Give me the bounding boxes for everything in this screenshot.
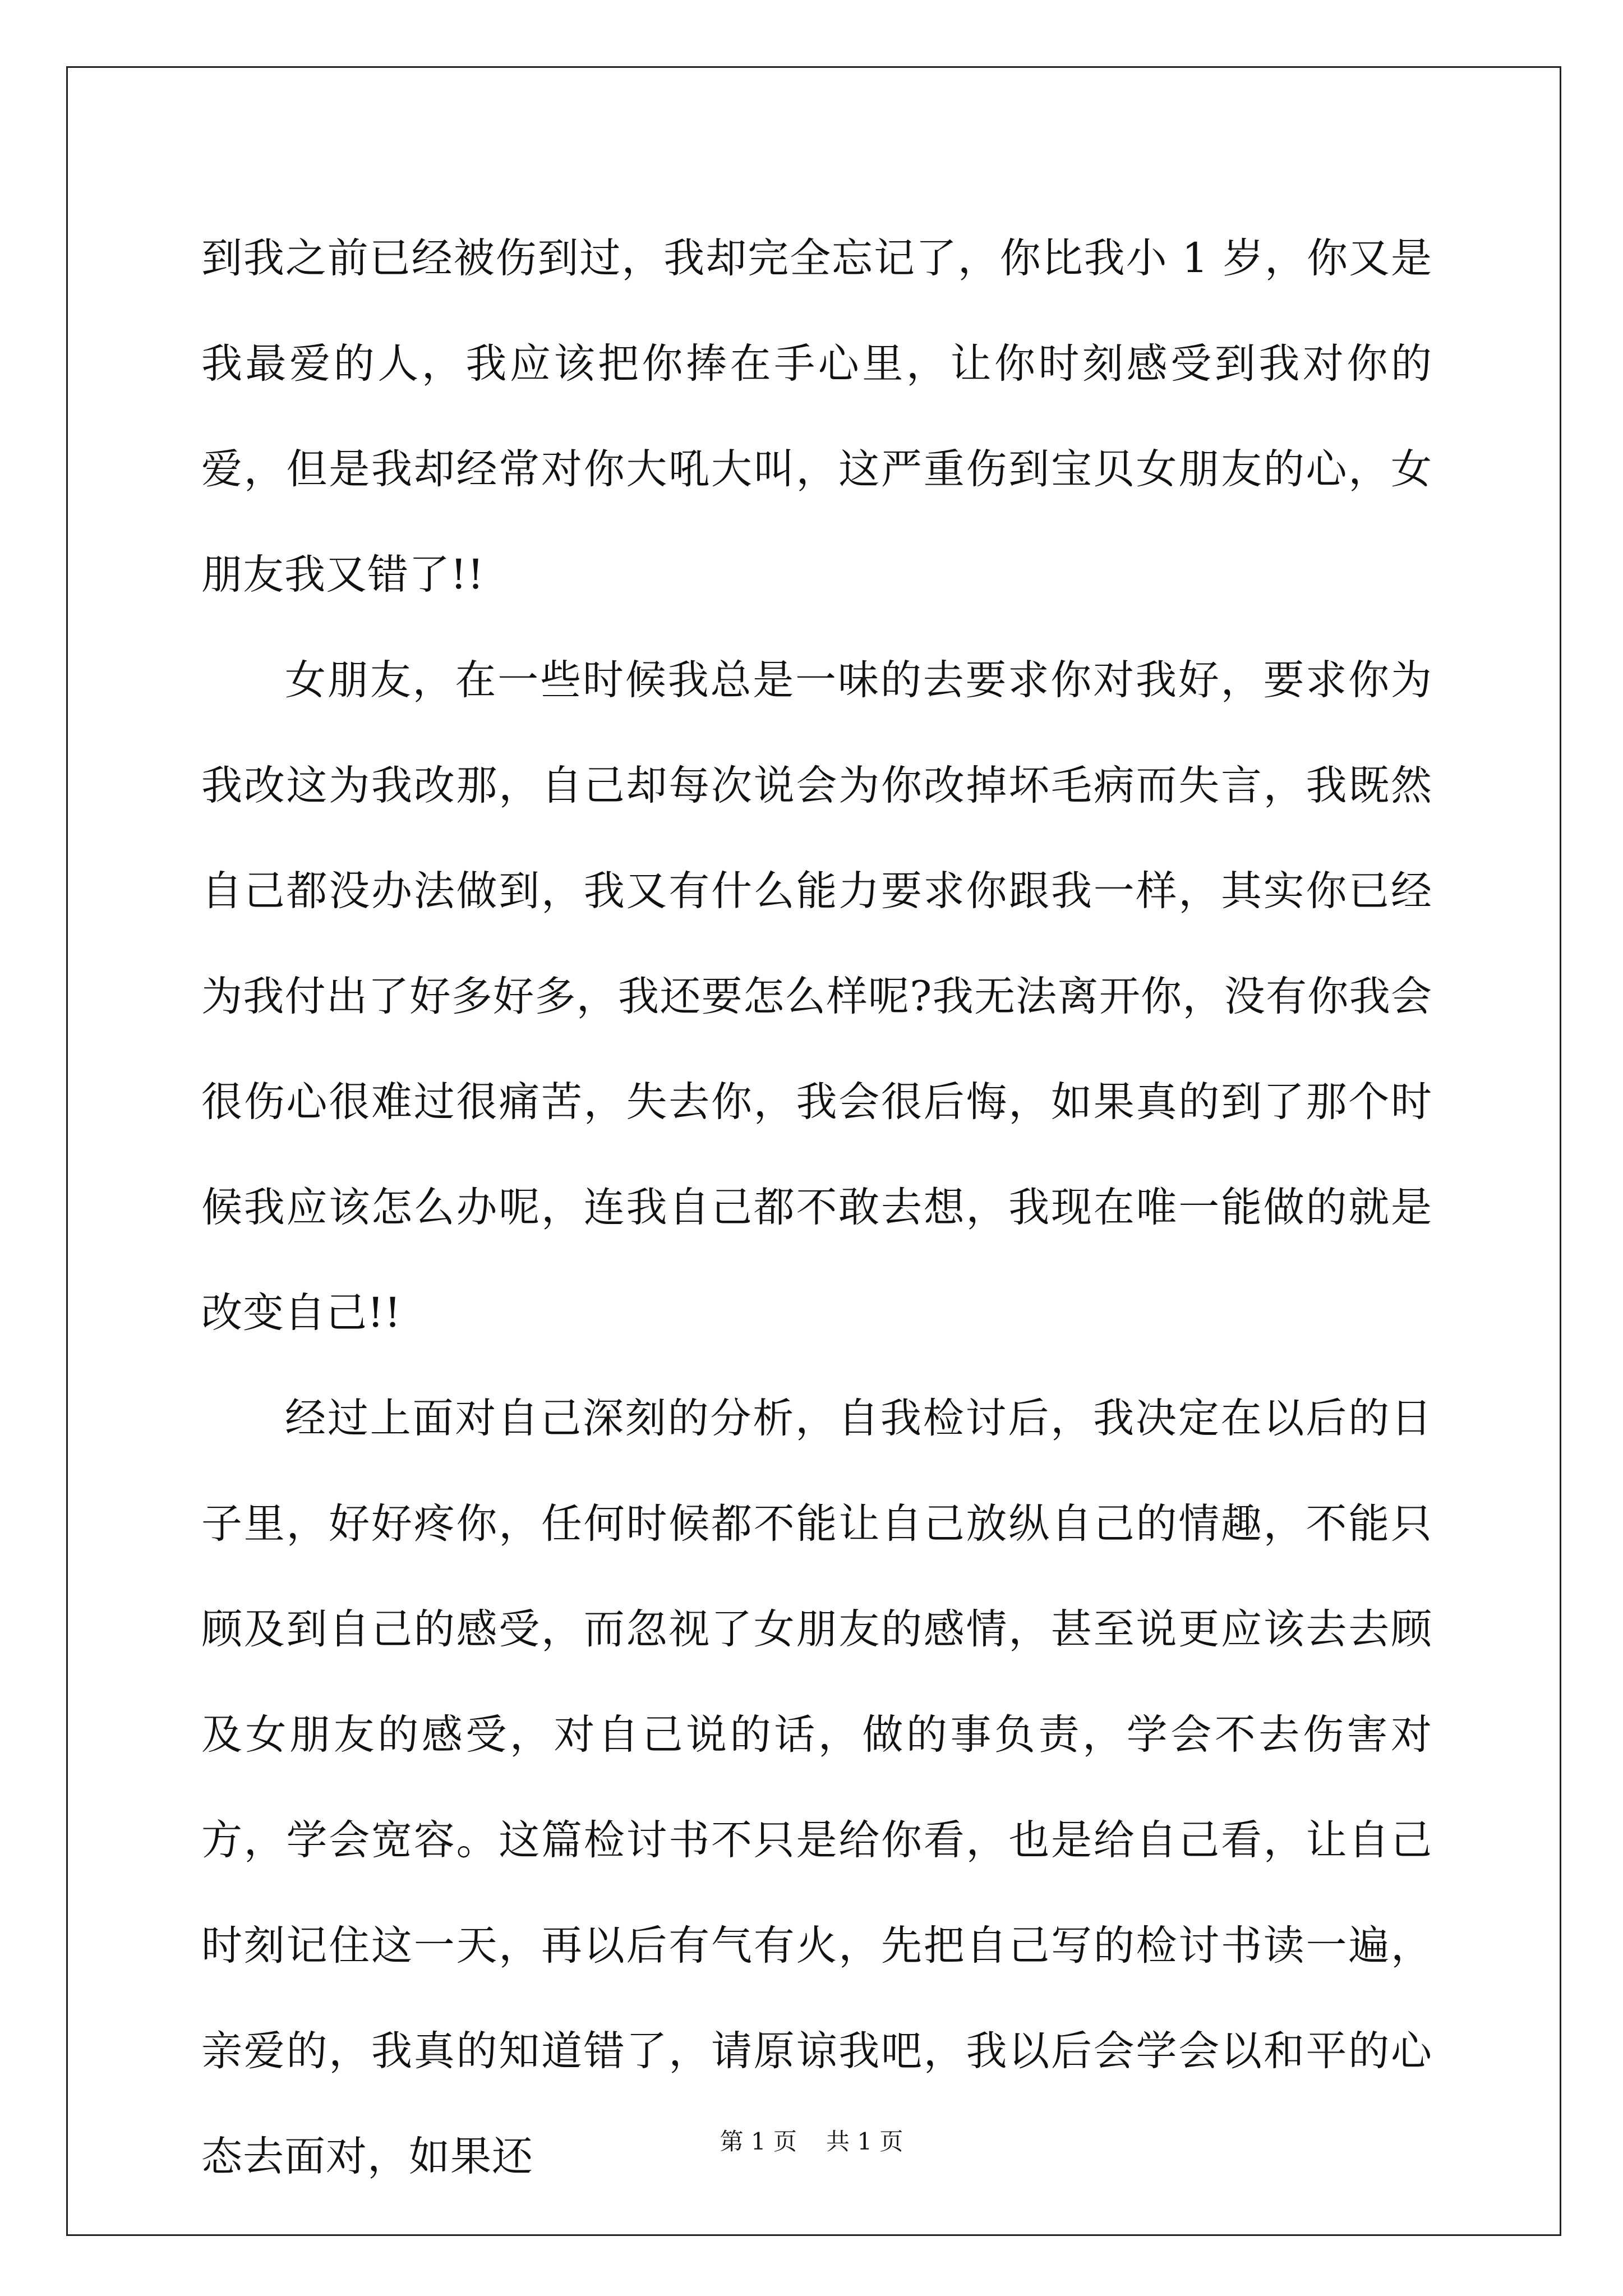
paragraph-1: 到我之前已经被伤到过，我却完全忘记了，你比我小 1 岁，你又是我最爱的人，我应该把你捧在手心里，让你时刻感受到我对你的爱，但是我却经常对你大吼大叫，这严重伤到宝贝女朋友的心，女朋友我又错了!! (201, 234, 1432, 599)
paragraph-2: 女朋友，在一些时候我总是一味的去要求你对我好，要求你为我改这为我改那，自己却每次说会为你改掉坏毛病而失言，我既然自己都没办法做到，我又有什么能力要求你跟我一样，其实你已经为我付出了好多好多，我还要怎么样呢?我无法离开你，没有你我会很伤心很难过很痛苦，失去你，我会很后悔，如果真的到了那个时候我应该怎么办呢，连我自己都不敢去想，我现在唯一能做的就是改变自己!! (201, 656, 1432, 1337)
document-body (201, 206, 1432, 2210)
page-number: 第 1 页 (720, 2128, 797, 2155)
page-footer (0, 2125, 1623, 2159)
page-total: 共 1 页 (826, 2128, 903, 2155)
paragraph-3: 经过上面对自己深刻的分析，自我检讨后，我决定在以后的日子里，好好疼你，任何时候都不能让自己放纵自己的情趣，不能只顾及到自己的感受，而忽视了女朋友的感情，甚至说更应该去去顾及女朋友的感受，对自己说的话，做的事负责，学会不去伤害对方，学会宽容。这篇检讨书不只是给你看，也是给自己看，让自己时刻记住这一天，再以后有气有火，先把自己写的检讨书读一遍，亲爱的，我真的知道错了，请原谅我吧，我以后会学会以和平的心态去面对，如果还 (201, 1395, 1432, 2180)
